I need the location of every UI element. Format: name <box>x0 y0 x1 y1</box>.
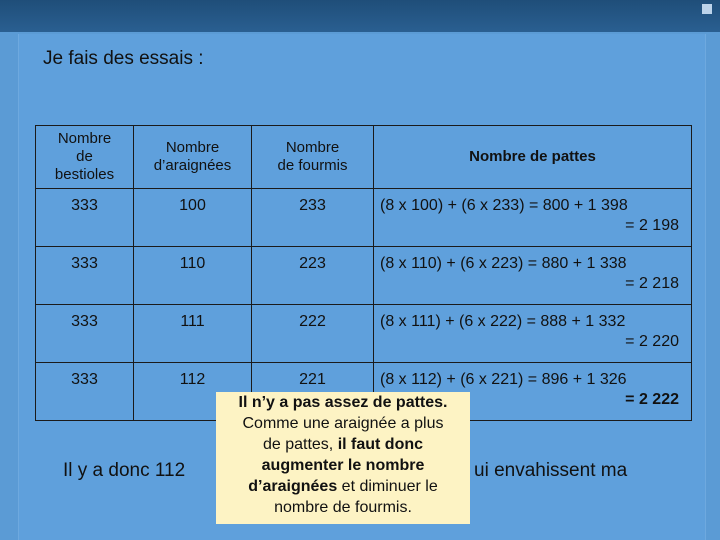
table-row <box>36 189 692 247</box>
equation: (8 x 110) + (6 x 223) = 880 + 1 338 <box>380 255 627 272</box>
equation-result: = 2 222 <box>625 391 679 408</box>
equation: (8 x 100) + (6 x 233) = 800 + 1 398 <box>380 197 628 214</box>
conclusion-text-right: ui envahissent ma <box>474 460 628 481</box>
cell-pattes <box>374 189 692 247</box>
table-header-row <box>36 126 692 189</box>
cell-pattes <box>374 305 692 363</box>
cell-bestioles: 333 <box>36 305 134 363</box>
cell-araignees: 112 <box>134 363 252 421</box>
hint-line: augmenter le nombre <box>261 457 425 474</box>
window-control <box>702 4 712 14</box>
header-araignees: Nombre d’araignées <box>134 126 252 189</box>
cell-araignees: 111 <box>134 305 252 363</box>
hint-line: de pattes, il faut donc <box>262 436 424 453</box>
equation-result: = 2 198 <box>625 217 679 234</box>
hint-callout <box>216 392 470 524</box>
cell-fourmis: 221 <box>252 363 374 421</box>
cell-fourmis: 222 <box>252 305 374 363</box>
cell-bestioles: 333 <box>36 363 134 421</box>
hint-line: d’araignées et diminuer le <box>248 478 438 495</box>
equation: (8 x 112) + (6 x 221) = 896 + 1 326 <box>380 371 627 388</box>
equation-result: = 2 218 <box>625 275 679 292</box>
hint-line: nombre de fourmis. <box>274 499 412 516</box>
hint-line: Il n’y a pas assez de pattes. <box>238 394 448 411</box>
table-row <box>36 247 692 305</box>
equation: (8 x 111) + (6 x 222) = 888 + 1 332 <box>380 313 626 330</box>
table-row <box>36 305 692 363</box>
cell-fourmis: 233 <box>252 189 374 247</box>
cell-araignees: 110 <box>134 247 252 305</box>
title-bar <box>0 0 720 32</box>
header-bestioles: Nombre de bestioles <box>36 126 134 189</box>
header-fourmis: Nombre de fourmis <box>252 126 374 189</box>
conclusion-text-left: Il y a donc 112 <box>63 460 186 481</box>
equation-result: = 2 220 <box>625 333 679 350</box>
cell-araignees: 100 <box>134 189 252 247</box>
slide-heading: Je fais des essais : <box>43 48 204 69</box>
cell-bestioles: 333 <box>36 247 134 305</box>
header-pattes: Nombre de pattes <box>374 126 692 189</box>
cell-fourmis: 223 <box>252 247 374 305</box>
hint-line: Comme une araignée a plus <box>242 415 444 432</box>
trials-table <box>35 125 692 421</box>
cell-bestioles: 333 <box>36 189 134 247</box>
cell-pattes <box>374 247 692 305</box>
